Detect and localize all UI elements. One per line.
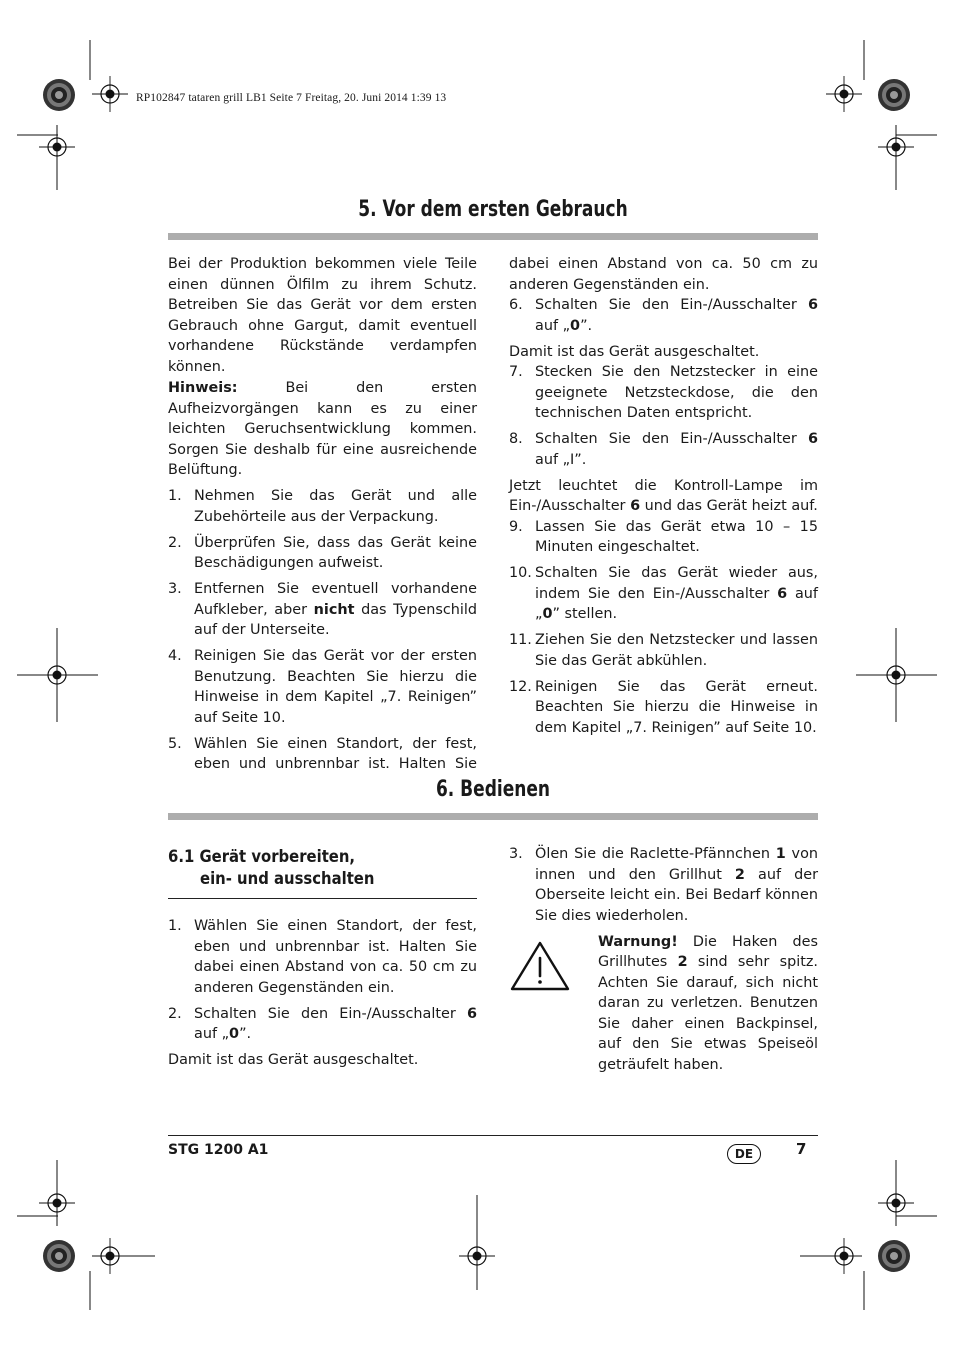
list-item: 1. Nehmen Sie das Gerät und alle Zubehörteile aus der Verpackung.	[168, 488, 477, 525]
section-divider	[168, 813, 818, 820]
list-item: 12. Reinigen Sie das Gerät erneut. Beachten Sie hierzu die Hinweise in dem Kapitel „7. Reinigen” auf Seite 10.	[509, 678, 818, 736]
language-badge: DE	[727, 1144, 761, 1164]
section-6-left-column	[168, 846, 477, 1071]
list-item: 5. Wählen Sie einen Standort, der fest, eben und unbrennbar ist. Halten Sie	[168, 735, 477, 772]
hint-label: Hinweis:	[168, 380, 238, 396]
list-item: 2. Überprüfen Sie, dass das Gerät keine Beschädigungen aufweist.	[168, 534, 477, 571]
hint-paragraph	[168, 378, 477, 481]
section-5-right-column	[509, 254, 818, 744]
hint-text: Bei den ersten Aufheizvorgängen kann es zu einer leichten Geruchsentwicklung kommen. Sorgen Sie deshalb für eine ausreichende Belüftung.	[168, 380, 477, 478]
subsection-rule	[168, 898, 477, 899]
list-item-continuation: Damit ist das Gerät ausgeschaltet.	[168, 1052, 419, 1068]
warning-text: Warnung! Die Haken des Grillhutes 2 sind sehr spitz. Achten Sie darauf, sich nicht daran zu verletzen. Benutzen Sie daher einen Backpinsel, auf den Sie etwas Speiseöl geträufelt haben.	[598, 933, 819, 1073]
warning-box	[509, 932, 818, 1076]
list-item-continuation: Jetzt leuchtet die Kontroll-Lampe im Ein-/Ausschalter 6 und das Gerät heizt auf.	[509, 477, 818, 514]
section-5-left-column	[168, 254, 477, 780]
list-item: 10. Schalten Sie das Gerät wieder aus, indem Sie den Ein-/Ausschalter 6 auf „0” stellen.	[509, 565, 818, 622]
footer-model: STG 1200 A1	[168, 1142, 269, 1158]
list-item-continuation: Damit ist das Gerät ausgeschaltet.	[509, 343, 760, 360]
page-number: 7	[796, 1140, 807, 1158]
list-item: 4. Reinigen Sie das Gerät vor der ersten Benutzung. Beachten Sie hierzu die Hinweise in dem Kapitel „7. Reinigen” auf Seite 10.	[168, 648, 477, 726]
steps-list	[168, 486, 477, 775]
section-divider	[168, 233, 818, 240]
list-item-continuation: dabei einen Abstand von ca. 50 cm zu anderen Gegenständen ein.	[509, 256, 818, 293]
footer-rule	[168, 1135, 818, 1136]
list-item: 3. Ölen Sie die Raclette-Pfännchen 1 von innen und den Grillhut 2 auf der Oberseite leicht ein. Bei Bedarf können Sie dies wiederholen.	[509, 846, 818, 924]
print-header: RP102847 tataren grill LB1 Seite 7 Freitag, 20. Juni 2014 1:39 13	[136, 92, 447, 104]
section-5-title: 5. Vor dem ersten Gebrauch	[358, 197, 628, 222]
list-item: 8. Schalten Sie den Ein-/Ausschalter 6 auf „I”.	[509, 431, 818, 468]
warning-icon	[509, 932, 598, 1076]
section-6-title: 6. Bedienen	[435, 777, 551, 802]
subsection-title: 6.1 Gerät vorbereiten, ein- und ausschalten	[168, 847, 375, 888]
list-item: 9. Lassen Sie das Gerät etwa 10 – 15 Minuten eingeschaltet.	[509, 518, 818, 555]
list-item: 3. Entfernen Sie eventuell vorhandene Aufkleber, aber nicht das Typenschild auf der Unterseite.	[168, 581, 477, 638]
list-item: 11. Ziehen Sie den Netzstecker und lassen Sie das Gerät abkühlen.	[509, 632, 818, 669]
list-item: 7. Stecken Sie den Netzstecker in eine geeignete Netzsteckdose, die den technischen Daten entspricht.	[509, 364, 818, 421]
list-item: 1. Wählen Sie einen Standort, der fest, eben und unbrennbar ist. Halten Sie dabei einen Abstand von ca. 50 cm zu anderen Gegenständen ein.	[168, 918, 477, 996]
list-item: 6. Schalten Sie den Ein-/Ausschalter 6 auf „0”.	[509, 297, 818, 334]
list-item: 2. Schalten Sie den Ein-/Ausschalter 6 auf „0”.	[168, 1005, 477, 1042]
section-6-right-column	[509, 844, 818, 1075]
intro-paragraph: Bei der Produktion bekommen viele Teile einen dünnen Ölfilm zu ihrem Schutz. Betreiben Sie das Gerät vor dem ersten Gebrauch ohne Gargut, damit eventuell vorhandene Rückstände verdampfen können.	[168, 256, 477, 375]
